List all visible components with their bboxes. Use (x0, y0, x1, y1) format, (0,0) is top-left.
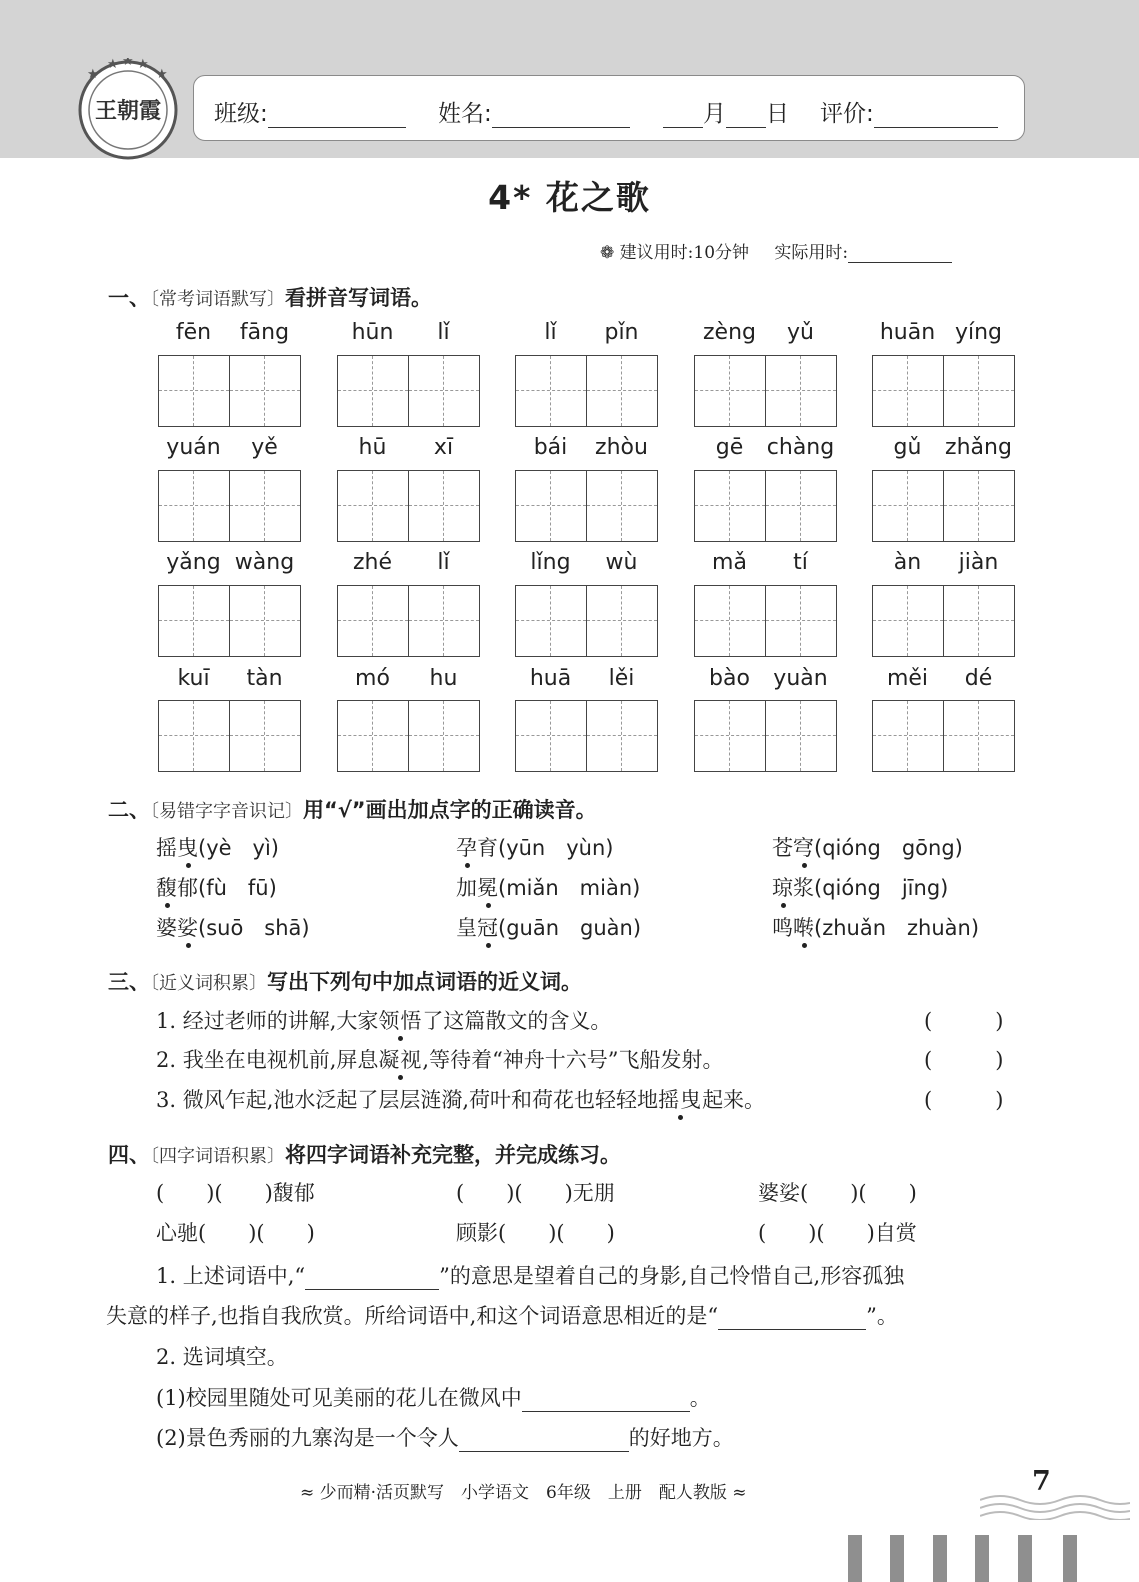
pinyin-label: xī (433, 435, 454, 460)
pinyin-label: gǔ (893, 435, 922, 460)
pinyin-label: dé (964, 666, 993, 691)
writing-box[interactable] (694, 700, 837, 772)
dotted-char: 孕 (456, 832, 477, 862)
writing-cell[interactable] (765, 356, 836, 426)
pinyin-label: měi (886, 666, 929, 691)
pinyin-label: hūn (351, 320, 394, 345)
writing-box[interactable] (694, 585, 837, 657)
writing-box[interactable] (158, 470, 301, 542)
class-field[interactable] (214, 95, 406, 128)
writing-box[interactable] (158, 585, 301, 657)
edge-tab (890, 1535, 904, 1582)
edge-tab (975, 1535, 989, 1582)
writing-cell[interactable] (516, 586, 586, 656)
pinyin-label: zhǎng (945, 435, 1012, 460)
pronunciation-item[interactable]: 加冕(miǎn miàn) (456, 872, 640, 902)
q2-1-blank[interactable] (522, 1389, 690, 1412)
answer-parentheses[interactable]: ( ) (924, 1009, 1004, 1033)
writing-box[interactable] (515, 700, 658, 772)
pinyin-label: tí (793, 550, 808, 575)
dotted-char: 馥 (156, 872, 177, 902)
writing-cell[interactable] (516, 356, 586, 426)
svg-text:★: ★ (137, 58, 149, 72)
pronunciation-item[interactable]: 琼浆(qióng jīng) (772, 872, 948, 902)
pinyin-label: àn (893, 550, 922, 575)
writing-cell[interactable] (408, 356, 479, 426)
pinyin-label: jiàn (958, 550, 999, 575)
pinyin-label: fāng (239, 320, 290, 345)
writing-cell[interactable] (338, 701, 408, 771)
writing-cell[interactable] (765, 586, 836, 656)
page-title: 4* 花之歌 (488, 178, 651, 217)
pinyin-label: yuàn (773, 666, 828, 691)
class-label: 班级: (214, 101, 268, 127)
pinyin-label: lěi (608, 666, 635, 691)
writing-cell[interactable] (338, 586, 408, 656)
writing-cell[interactable] (159, 586, 229, 656)
pinyin-label: lǐng (530, 550, 571, 575)
svg-text:★: ★ (156, 67, 168, 82)
pinyin-label: chàng (766, 435, 835, 460)
svg-text:★: ★ (87, 67, 99, 82)
writing-box[interactable] (337, 355, 480, 427)
pinyin-label: wàng (234, 550, 295, 575)
writing-cell[interactable] (159, 701, 229, 771)
question-2-1: (1)校园里随处可见美丽的花儿在微风中 。 (156, 1386, 711, 1410)
idiom-fill-item[interactable]: 婆娑( )( ) (758, 1181, 917, 1205)
pronunciation-item[interactable]: 孕育(yūn yùn) (456, 832, 613, 862)
pronunciation-item[interactable]: 馥郁(fù fū) (156, 872, 277, 902)
pinyin-label: kuī (177, 666, 210, 691)
pinyin-label: hu (429, 666, 458, 691)
pinyin-label: zhòu (595, 435, 648, 460)
section-2-heading: 二、〔易错字字音识记〕用“√”画出加点字的正确读音。 (108, 798, 597, 822)
pinyin-label: bào (709, 666, 750, 691)
writing-box[interactable] (872, 585, 1015, 657)
eval-field[interactable] (820, 95, 998, 128)
section-3-heading: 三、〔近义词积累〕写出下列句中加点词语的近义词。 (108, 970, 582, 994)
synonym-sentence: 3. 微风乍起,池水泛起了层层涟漪,荷叶和荷花也轻轻地摇曳起来。 (156, 1084, 765, 1114)
edge-tab (933, 1535, 947, 1582)
time-line (600, 238, 952, 263)
synonym-sentence: 1. 经过老师的讲解,大家领悟了这篇散文的含义。 (156, 1005, 611, 1035)
writing-box[interactable] (872, 700, 1015, 772)
pinyin-label: lǐ (437, 550, 450, 575)
suggested-time: 建议用时:10分钟 (619, 243, 750, 263)
writing-cell[interactable] (586, 471, 657, 541)
pronunciation-item[interactable]: 皇冠(guān guàn) (456, 912, 641, 942)
writing-cell[interactable] (695, 701, 765, 771)
dotted-char: 曳 (177, 832, 198, 862)
pronunciation-item[interactable]: 苍穹(qióng gōng) (772, 832, 963, 862)
logo-text: 王朝霞 (94, 99, 162, 124)
q1-blank-1[interactable] (305, 1267, 439, 1290)
dotted-char: 冕 (477, 872, 498, 902)
writing-box[interactable] (515, 355, 658, 427)
writing-box[interactable] (872, 355, 1015, 427)
writing-cell[interactable] (943, 586, 1014, 656)
pinyin-label: yǔ (787, 320, 814, 345)
edge-tab (848, 1535, 862, 1582)
class-blank[interactable] (268, 103, 406, 128)
writing-cell[interactable] (873, 701, 943, 771)
clock-icon: ❁ (600, 243, 615, 263)
pinyin-label: zhé (352, 550, 393, 575)
writing-cell[interactable] (516, 471, 586, 541)
writing-cell[interactable] (695, 471, 765, 541)
day-label: 日 (766, 101, 789, 127)
idiom-fill-item[interactable]: ( )( )无朋 (456, 1181, 615, 1205)
pinyin-label: lǐ (437, 320, 450, 345)
writing-box[interactable] (337, 470, 480, 542)
eval-label: 评价: (820, 101, 874, 127)
pinyin-label: hū (358, 435, 387, 460)
publisher-logo (76, 58, 180, 162)
wave-decoration (980, 1490, 1130, 1520)
pinyin-label: gē (715, 435, 744, 460)
pinyin-label: mó (355, 666, 390, 691)
pinyin-label: tàn (246, 666, 283, 691)
writing-cell[interactable] (765, 471, 836, 541)
question-2-title: 2. 选词填空。 (156, 1345, 288, 1369)
dotted-char: 冠 (477, 912, 498, 942)
date-field[interactable] (663, 95, 789, 128)
writing-cell[interactable] (229, 701, 300, 771)
writing-cell[interactable] (408, 586, 479, 656)
svg-text:★: ★ (107, 58, 119, 72)
idiom-fill-item[interactable]: 心驰( )( ) (156, 1221, 315, 1245)
writing-cell[interactable] (159, 356, 229, 426)
section-4-heading: 四、〔四字词语积累〕将四字词语补充完整，并完成练习。 (108, 1143, 621, 1167)
q2-2-blank[interactable] (459, 1429, 629, 1452)
actual-time-label: 实际用时: (774, 243, 849, 263)
writing-box[interactable] (694, 355, 837, 427)
idiom-fill-item[interactable]: 顾影( )( ) (456, 1221, 615, 1245)
dotted-char: 琼 (772, 872, 793, 902)
pinyin-label: yíng (954, 320, 1003, 345)
answer-parentheses[interactable]: ( ) (924, 1088, 1004, 1112)
writing-cell[interactable] (586, 356, 657, 426)
writing-cell[interactable] (765, 701, 836, 771)
pinyin-label: zèng (703, 320, 756, 345)
pinyin-label: lǐ (544, 320, 557, 345)
writing-box[interactable] (694, 470, 837, 542)
dotted-word: 领悟 (378, 1005, 422, 1035)
writing-cell[interactable] (338, 471, 408, 541)
page-number: 7 (1032, 1466, 1051, 1497)
pinyin-label: huā (529, 666, 572, 691)
dotted-word: 凝视 (378, 1044, 422, 1074)
idiom-fill-item[interactable]: ( )( )馥郁 (156, 1181, 315, 1205)
synonym-sentence: 2. 我坐在电视机前,屏息凝视,等待着“神舟十六号”飞船发射。 (156, 1044, 724, 1074)
pinyin-label: bái (533, 435, 568, 460)
writing-cell[interactable] (408, 471, 479, 541)
writing-box[interactable] (872, 470, 1015, 542)
writing-cell[interactable] (586, 586, 657, 656)
writing-box[interactable] (158, 700, 301, 772)
pronunciation-item[interactable]: 鸣啭(zhuǎn zhuàn) (772, 912, 979, 942)
writing-box[interactable] (337, 585, 480, 657)
q1-blank-2[interactable] (718, 1307, 866, 1330)
writing-cell[interactable] (695, 356, 765, 426)
month-label: 月 (703, 101, 726, 127)
writing-cell[interactable] (516, 701, 586, 771)
dotted-char: 啭 (793, 912, 814, 942)
question-1-line-2: 失意的样子,也指自我欣赏。所给词语中,和这个词语意思相近的是“ ”。 (106, 1304, 898, 1328)
question-2-2: (2)景色秀丽的九寨沟是一个令人 的好地方。 (156, 1426, 734, 1450)
writing-cell[interactable] (229, 356, 300, 426)
day-blank[interactable] (726, 103, 766, 128)
pinyin-label: fēn (175, 320, 212, 345)
actual-time-blank[interactable] (848, 242, 952, 263)
writing-cell[interactable] (159, 471, 229, 541)
edge-tab (1063, 1535, 1077, 1582)
pinyin-label: mǎ (712, 550, 747, 575)
writing-box[interactable] (337, 700, 480, 772)
pinyin-label: pǐn (604, 320, 639, 345)
pronunciation-item[interactable]: 婆娑(suō shā) (156, 912, 310, 942)
writing-cell[interactable] (943, 356, 1014, 426)
name-label: 姓名: (438, 101, 492, 127)
writing-cell[interactable] (586, 701, 657, 771)
writing-cell[interactable] (229, 471, 300, 541)
pinyin-label: yě (251, 435, 278, 460)
writing-cell[interactable] (695, 586, 765, 656)
writing-cell[interactable] (873, 471, 943, 541)
student-info-box (193, 75, 1025, 141)
svg-text:★: ★ (122, 58, 134, 69)
writing-cell[interactable] (943, 701, 1014, 771)
footer-text: ≈ 少而精·活页默写 小学语文 6年级 上册 配人教版 ≈ (300, 1483, 747, 1503)
section-1-heading: 一、〔常考词语默写〕看拼音写词语。 (108, 286, 432, 310)
dotted-char: 穹 (793, 832, 814, 862)
writing-cell[interactable] (873, 586, 943, 656)
writing-cell[interactable] (873, 356, 943, 426)
answer-parentheses[interactable]: ( ) (924, 1048, 1004, 1072)
name-blank[interactable] (492, 103, 630, 128)
writing-box[interactable] (515, 585, 658, 657)
question-1-line-1: 1. 上述词语中,“ ”的意思是望着自己的身影,自己怜惜自己,形容孤独 (156, 1264, 905, 1288)
writing-cell[interactable] (229, 586, 300, 656)
pinyin-label: yǎng (166, 550, 221, 575)
eval-blank[interactable] (874, 103, 998, 128)
pronunciation-item[interactable]: 摇曳(yè yì) (156, 832, 279, 862)
writing-cell[interactable] (338, 356, 408, 426)
month-blank[interactable] (663, 103, 703, 128)
writing-cell[interactable] (408, 701, 479, 771)
dotted-word: 摇曳 (658, 1084, 702, 1114)
edge-tab (1018, 1535, 1032, 1582)
pinyin-label: huān (879, 320, 936, 345)
writing-cell[interactable] (943, 471, 1014, 541)
pinyin-label: yuán (166, 435, 221, 460)
pinyin-label: wù (605, 550, 638, 575)
dotted-char: 娑 (177, 912, 198, 942)
writing-box[interactable] (515, 470, 658, 542)
name-field[interactable] (438, 95, 630, 128)
idiom-fill-item[interactable]: ( )( )自赏 (758, 1221, 917, 1245)
writing-box[interactable] (158, 355, 301, 427)
